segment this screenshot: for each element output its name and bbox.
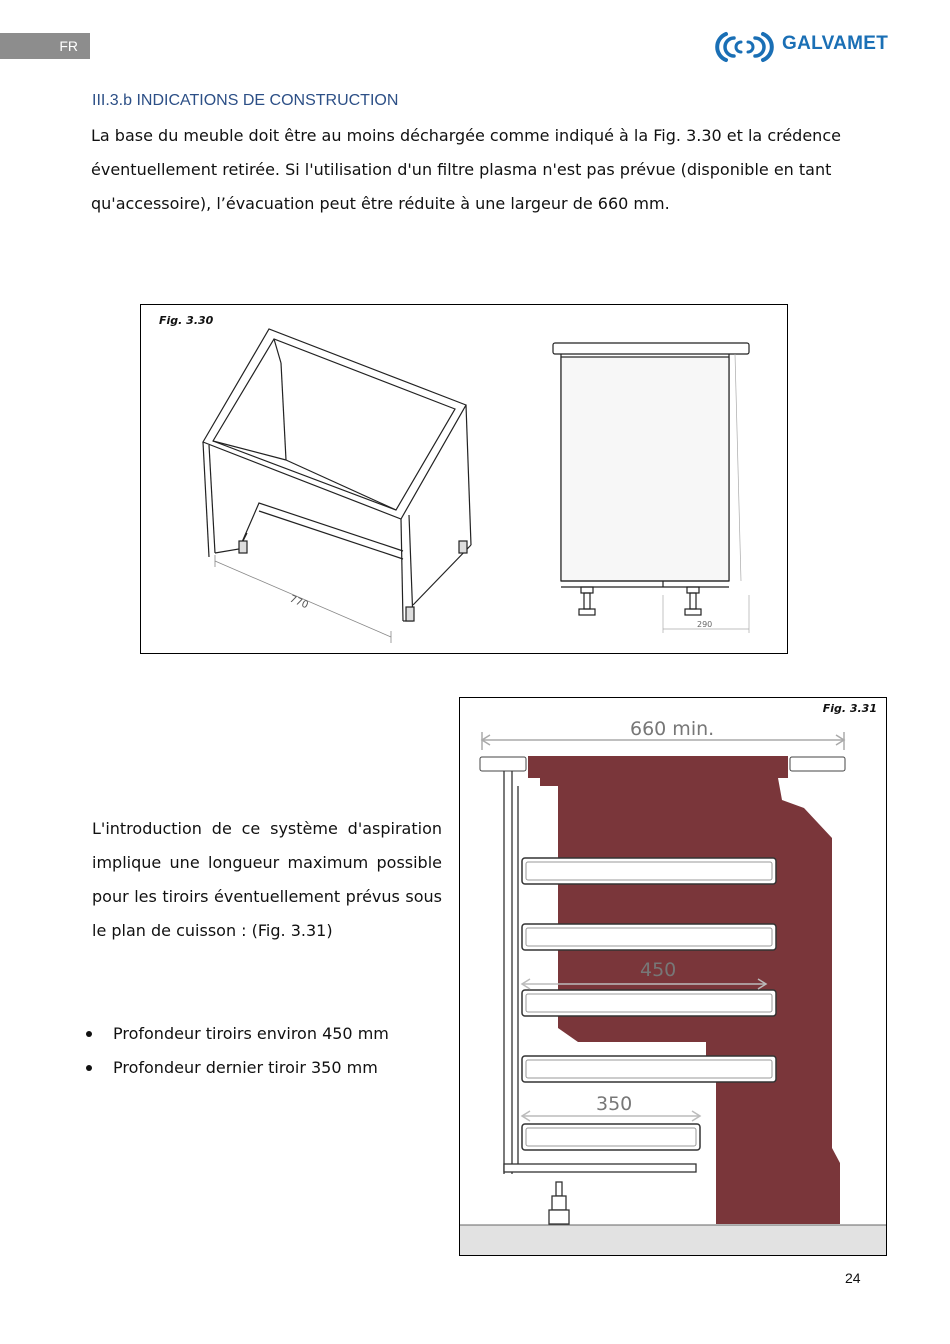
list-item bbox=[82, 1017, 389, 1051]
bullet-list bbox=[82, 1017, 389, 1085]
brand-name: GALVAMET bbox=[782, 33, 889, 54]
dimension-660-label: 660 min. bbox=[630, 718, 715, 740]
cabinet-drawing bbox=[141, 305, 787, 653]
dimension-770-label: 770 bbox=[287, 593, 310, 612]
list-item bbox=[82, 1051, 389, 1085]
figure-3-31 bbox=[459, 697, 887, 1256]
language-label: FR bbox=[59, 38, 78, 54]
language-tab bbox=[0, 33, 90, 59]
dimension-450-label: 450 bbox=[640, 959, 677, 981]
dimension-350-label: 350 bbox=[596, 1093, 633, 1115]
figure-label: Fig. 3.30 bbox=[159, 314, 214, 327]
drawer-section-drawing bbox=[460, 698, 886, 1255]
list-item-text: Profondeur dernier tiroir 350 mm bbox=[113, 1058, 378, 1077]
body-paragraph: L'introduction de ce système d'aspiration implique une longueur maximum possible pour les tiroirs éventuellement prévus sous le plan de cuisson : (Fig. 3.31) bbox=[92, 819, 442, 940]
dimension-290-label: 290 bbox=[697, 620, 713, 629]
page-number: 24 bbox=[845, 1270, 861, 1286]
section-title: III.3.b INDICATIONS DE CONSTRUCTION bbox=[92, 92, 399, 109]
bullet-icon bbox=[86, 1065, 92, 1071]
galvamet-logo-icon bbox=[710, 26, 780, 66]
bullet-icon bbox=[86, 1031, 92, 1037]
figure-3-30 bbox=[140, 304, 788, 654]
list-item-text: Profondeur tiroirs environ 450 mm bbox=[113, 1024, 389, 1043]
intro-paragraph: La base du meuble doit être au moins déchargée comme indiqué à la Fig. 3.30 et la crédence éventuellement retirée. Si l'utilisation d'un filtre plasma n'est pas prévue (disponible en tant qu'accessoire), l’évacuation peut être réduite à une largeur de 660 mm. bbox=[91, 126, 841, 213]
brand-logo bbox=[710, 26, 910, 66]
figure-label: Fig. 3.31 bbox=[822, 702, 877, 715]
